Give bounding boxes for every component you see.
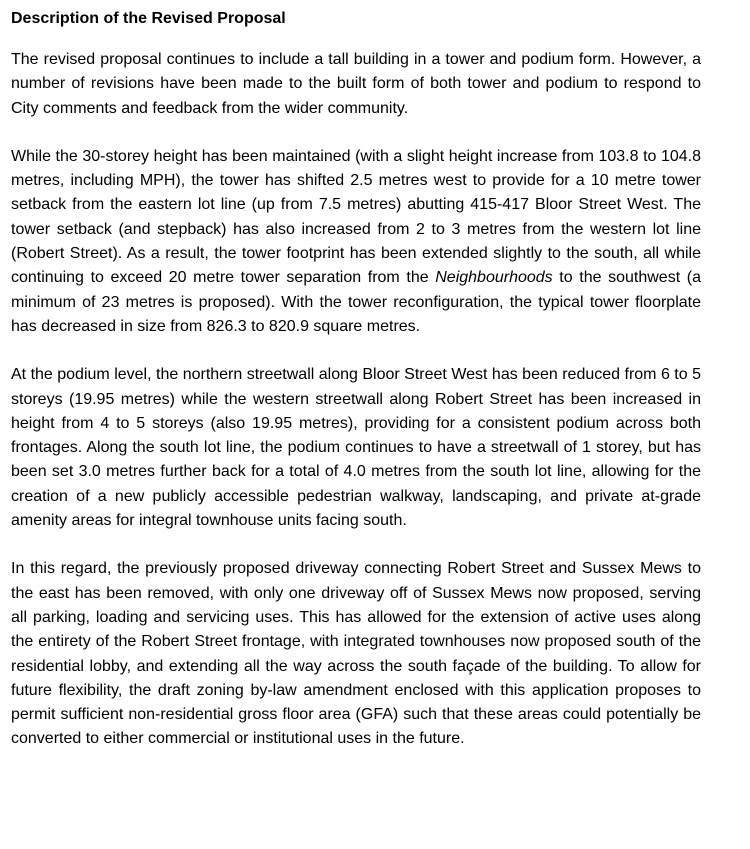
section-heading: Description of the Revised Proposal [11,10,286,27]
paragraph-tower [11,145,701,339]
paragraph-tower-text-a: While the 30-storey height has been maintained (with a slight height increase from 103.8 to 104.8 metres, including MPH), the tower has shifted 2.5 metres west to provide for a 10 metre tower setback from the eastern lot line (up from 7.5 metres) abutting 415-417 Bloor Street West. The tower setback (and stepback) has also increased from 2 to 3 metres from the western lot line (Robert Street). As a result, the tower footprint has been extended slightly to the south, all while continuing to exceed 20 metre tower separation from the [11,147,701,287]
paragraph-intro: The revised proposal continues to include a tall building in a tower and podium form. However, a number of revisions have been made to the built form of both tower and podium to respond to City comments and feedback from the wider community. [11,51,701,117]
paragraph-driveway: In this regard, the previously proposed driveway connecting Robert Street and Sussex Mews to the east has been removed, with only one driveway off of Sussex Mews now proposed, serving all parking, loading and servicing uses. This has allowed for the extension of active uses along the entirety of the Robert Street frontage, with integrated townhouses now proposed south of the residential lobby, and extending all the way across the south façade of the building. To allow for future flexibility, the draft zoning by-law amendment enclosed with this application proposes to permit sufficient non-residential gross floor area (GFA) such that these areas could potentially be converted to either commercial or institutional uses in the future. [11,560,701,748]
paragraph-podium: At the podium level, the northern streetwall along Bloor Street West has been reduced from 6 to 5 storeys (19.95 metres) while the western streetwall along Robert Street has been increased in height from 4 to 5 storeys (also 19.95 metres), providing for a consistent podium across both frontages. Along the south lot line, the podium continues to have a streetwall of 1 storey, but has been set 3.0 metres further back for a total of 4.0 metres from the south lot line, allowing for the creation of a new publicly accessible pedestrian walkway, landscaping, and private at-grade amenity areas for integral townhouse units facing south. [11,366,701,530]
paragraph-tower-text-b: to the southwest (a minimum of 23 metres is proposed). With the tower reconfiguration, the typical tower floorplate has decreased in size from 826.3 to 820.9 square metres. [11,269,702,335]
neighbourhoods-term: Neighbourhoods [435,269,553,287]
